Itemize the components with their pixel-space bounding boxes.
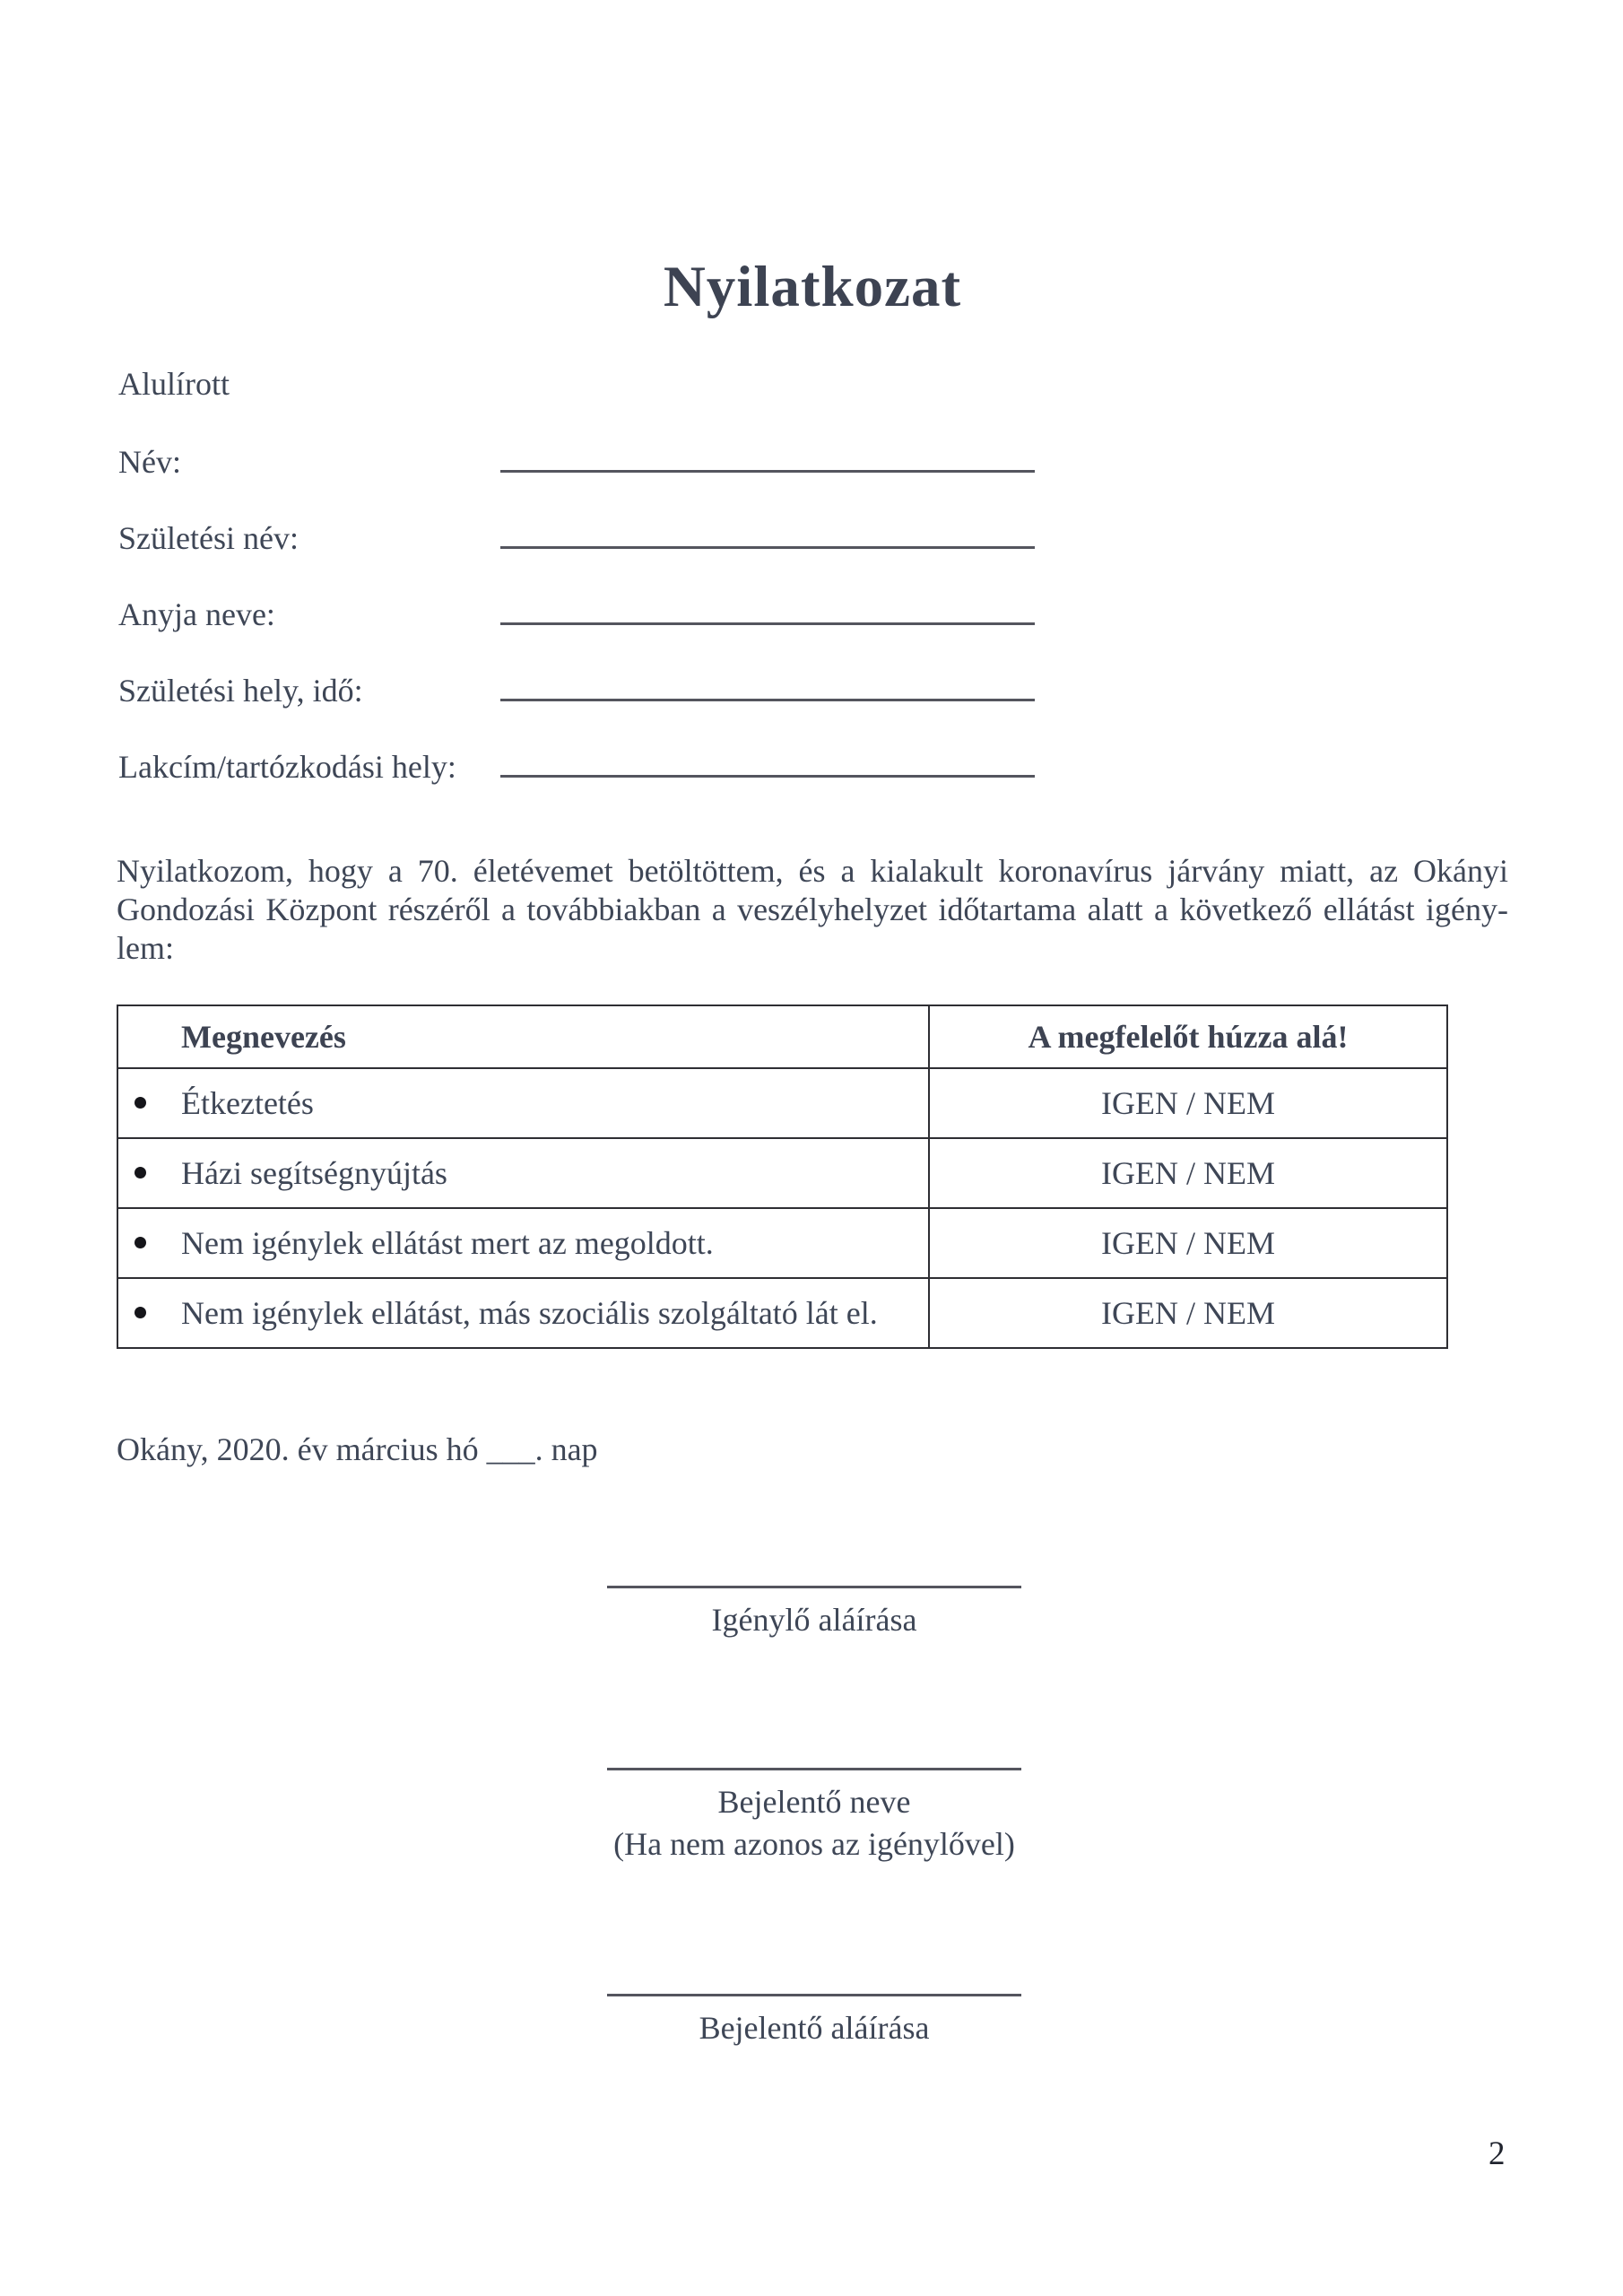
signature-note: (Ha nem azonos az igénylővel) [613, 1826, 1015, 1862]
table-row [117, 1068, 1447, 1138]
fill-in-line [500, 671, 1035, 701]
intro-label: Alulírott [118, 366, 230, 402]
service-choice: IGEN / NEM [929, 1208, 1447, 1278]
field-label: Anyja neve: [118, 596, 275, 632]
date-line: Okány, 2020. év március hó ___. nap [117, 1431, 598, 1467]
field-label: Lakcím/tartózkodási hely: [118, 749, 456, 785]
field-label: Születési hely, idő: [118, 673, 363, 709]
signature-block-applicant [607, 1586, 1021, 1641]
declaration-line: lem: [117, 930, 174, 966]
column-header-choice: A megfelelőt húzza alá! [929, 1005, 1447, 1068]
signature-block-reporter-name [607, 1768, 1021, 1866]
signature-line [607, 1994, 1021, 1996]
service-name: Nem igénylek ellátást, más szociális szolgáltató lát el. [181, 1295, 878, 1331]
page-title: Nyilatkozat [663, 255, 962, 319]
form-field-address [118, 747, 1105, 801]
field-label: Születési név: [118, 520, 299, 556]
signature-label: Bejelentő neve [717, 1784, 911, 1820]
form-field-mother-name [118, 595, 1105, 648]
form-field-birth-place-date [118, 671, 1105, 725]
service-name: Házi segítségnyújtás [181, 1155, 447, 1191]
service-name: Étkeztetés [181, 1085, 314, 1121]
fill-in-line [500, 442, 1035, 473]
table-row [117, 1208, 1447, 1278]
fill-in-line [500, 518, 1035, 549]
signature-line [607, 1586, 1021, 1588]
table-row [117, 1278, 1447, 1348]
signature-line [607, 1768, 1021, 1770]
table-row [117, 1138, 1447, 1208]
declaration-line: Nyilatkozom, hogy a 70. életévemet betöltöttem, és a kialakult koronavírus járvány miatt, az Okányi [117, 853, 1508, 889]
service-name: Nem igénylek ellátást mert az megoldott. [181, 1225, 714, 1261]
declaration-line: Gondozási Központ részéről a továbbiakban a veszélyhelyzet időtartama alatt a következő ellátást igény- [117, 891, 1508, 927]
services-table [117, 1004, 1448, 1349]
signature-block-reporter-signature [607, 1994, 1021, 2049]
form-field-name [118, 442, 1105, 496]
page-number: 2 [1488, 2135, 1506, 2172]
fill-in-line [500, 747, 1035, 778]
service-choice: IGEN / NEM [929, 1068, 1447, 1138]
declaration-paragraph [117, 852, 1508, 968]
bullet-icon [135, 1097, 146, 1109]
service-choice: IGEN / NEM [929, 1138, 1447, 1208]
field-label: Név: [118, 444, 181, 480]
bullet-icon [135, 1307, 146, 1318]
signature-label: Igénylő aláírása [711, 1602, 917, 1638]
fill-in-line [500, 595, 1035, 625]
bullet-icon [135, 1167, 146, 1178]
document-content [117, 0, 1508, 2296]
signature-label: Bejelentő aláírása [699, 2010, 930, 2046]
table-header-row [117, 1005, 1447, 1068]
bullet-icon [135, 1237, 146, 1248]
column-header-name: Megnevezés [117, 1005, 929, 1068]
form-field-birth-name [118, 518, 1105, 572]
service-choice: IGEN / NEM [929, 1278, 1447, 1348]
